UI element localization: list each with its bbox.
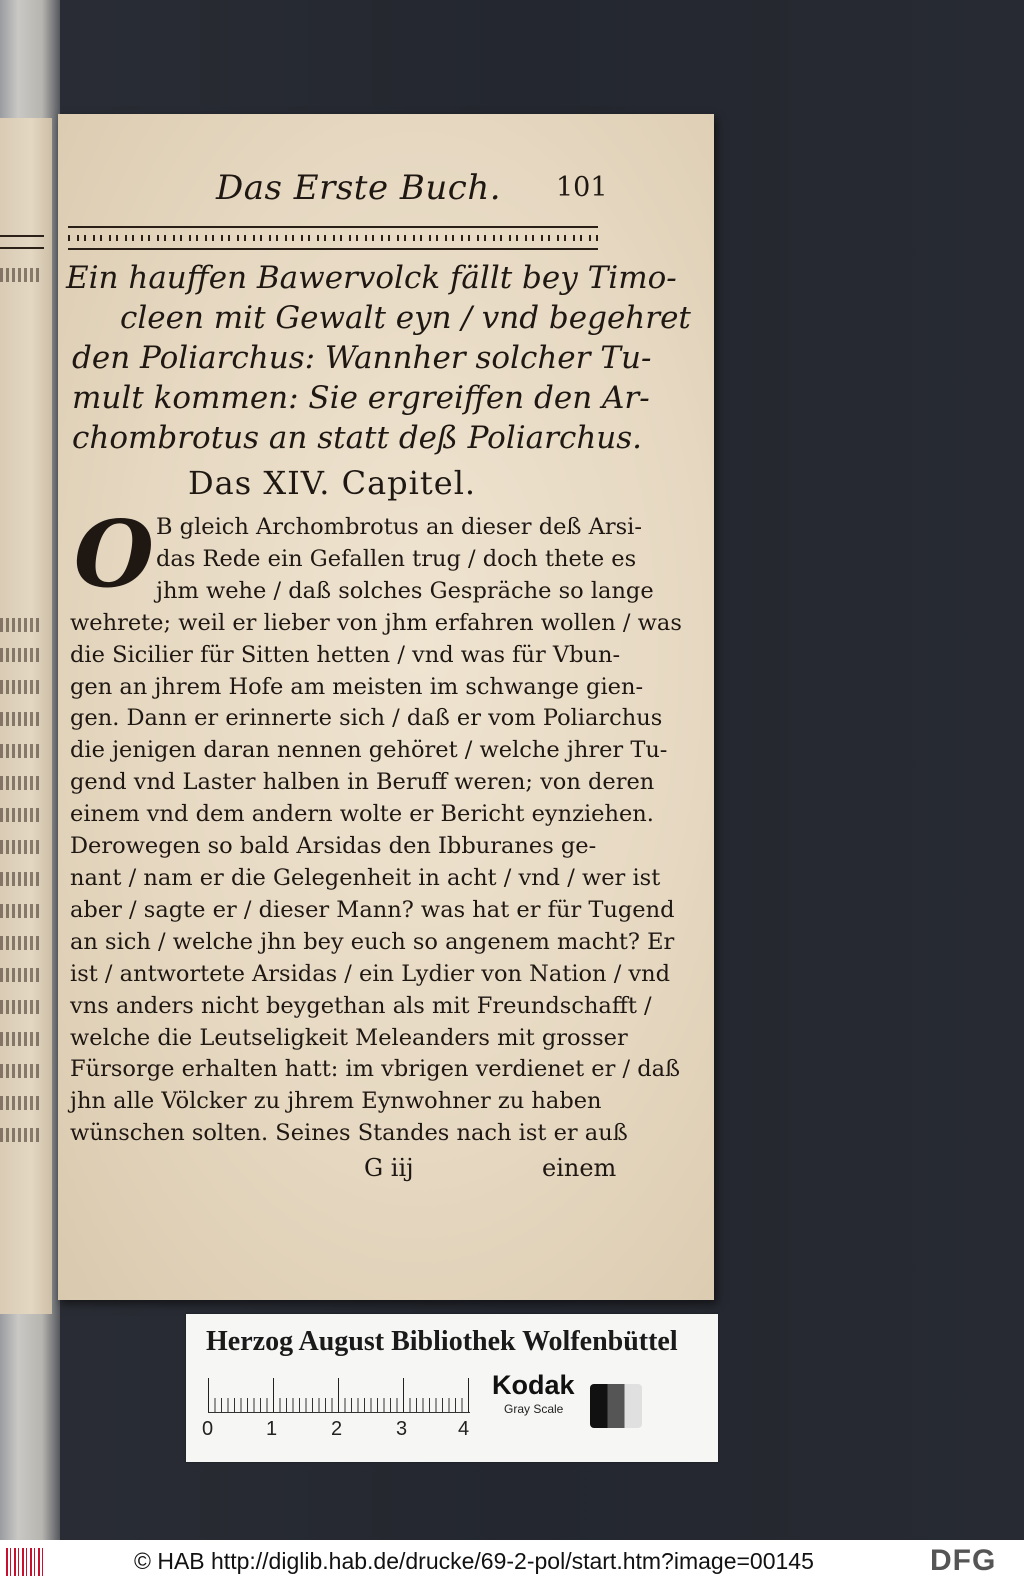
ornament-rule	[68, 226, 598, 250]
ruler-major-tick	[208, 1378, 209, 1412]
decorated-initial: O	[73, 500, 155, 608]
ruler-number: 2	[331, 1418, 343, 1440]
running-head: Das Erste Buch.	[216, 168, 502, 208]
previous-page-text-fragment	[0, 904, 40, 918]
text-line: einem vnd dem andern wolte er Bericht eynziehen.	[70, 801, 654, 828]
previous-page-text-fragment	[0, 872, 40, 886]
text-line: wehrete; weil er lieber von jhm erfahren wollen / was	[70, 609, 682, 636]
previous-page-text-fragment	[0, 744, 40, 758]
copyright-url[interactable]: © HAB http://diglib.hab.de/drucke/69-2-pol/start.htm?image=00145	[134, 1548, 814, 1574]
ruler-number: 0	[202, 1418, 214, 1440]
text-line: gend vnd Laster halben in Beruff weren; von deren	[70, 769, 655, 796]
previous-page-text-fragment	[0, 712, 40, 726]
previous-page-text-fragment	[0, 936, 40, 950]
previous-page-rule	[0, 235, 44, 249]
previous-page-text-fragment	[0, 968, 40, 982]
summary-line: cleen mit Gewalt eyn / vnd begehret	[120, 300, 691, 336]
text-line: Fürsorge erhalten hatt: im vbrigen verdienet er / daß	[70, 1056, 681, 1083]
text-line: die jenigen daran nennen gehöret / welche jhrer Tu-	[70, 737, 668, 764]
summary-line: mult kommen: Sie ergreiffen den Ar-	[72, 380, 650, 416]
text-line: Derowegen so bald Arsidas den Ibburanes ge-	[70, 833, 597, 860]
previous-page-text-fragment	[0, 618, 40, 632]
body-text	[70, 500, 682, 1150]
previous-page-text-fragment	[0, 840, 40, 854]
previous-page-edge	[0, 118, 52, 1314]
chapter-summary	[66, 258, 691, 458]
previous-page-text-fragment	[0, 1000, 40, 1014]
signature-mark: G iij	[364, 1154, 414, 1182]
ruler-major-tick	[468, 1378, 469, 1412]
ruler-number: 4	[458, 1418, 470, 1440]
gray-scale-swatch	[590, 1384, 642, 1428]
color-reference-card	[186, 1314, 718, 1462]
ruler-major-tick	[273, 1378, 274, 1412]
book-page	[58, 114, 714, 1300]
chapter-title: Das XIV. Capitel.	[188, 464, 477, 502]
page-number: 101	[556, 172, 608, 203]
text-line: gen an jhrem Hofe am meisten im schwange gien-	[70, 673, 644, 700]
text-line: an sich / welche jhn bey euch so angenem macht? Er	[70, 928, 675, 955]
previous-page-text-fragment	[0, 648, 40, 662]
text-line: jhn alle Völcker zu jhrem Eynwohner zu haben	[70, 1088, 602, 1115]
ruler-major-tick	[338, 1378, 339, 1412]
previous-page-text-fragment	[0, 1096, 40, 1110]
library-name: Herzog August Bibliothek Wolfenbüttel	[206, 1326, 678, 1357]
previous-page-text-fragment	[0, 680, 40, 694]
text-line: ist / antwortete Arsidas / ein Lydier von Nation / vnd	[70, 960, 671, 987]
previous-page-text-fragment	[0, 268, 40, 282]
previous-page-text-fragment	[0, 1128, 40, 1142]
text-line: welche die Leutseligkeit Meleanders mit grosser	[70, 1024, 628, 1051]
text-line: wünschen solten. Seines Standes nach ist er auß	[70, 1120, 628, 1147]
summary-line: Ein hauffen Bawervolck fällt bey Timo-	[66, 260, 677, 296]
text-line: aber / sagte er / dieser Mann? was hat er für Tugend	[70, 896, 675, 923]
gray-scale-label: Gray Scale	[504, 1402, 564, 1416]
ruler-number: 1	[266, 1418, 278, 1440]
text-line: die Sicilier für Sitten hetten / vnd was für Vbun-	[70, 641, 621, 668]
barcode-icon	[6, 1548, 46, 1576]
summary-line: den Poliarchus: Wannher solcher Tu-	[72, 340, 652, 376]
text-line: B gleich Archombrotus an dieser deß Arsi-	[156, 514, 642, 540]
dfg-logo: DFG	[930, 1544, 997, 1577]
footer-bar	[0, 1540, 1024, 1582]
text-line: vns anders nicht beygethan als mit Freundschafft /	[70, 992, 652, 1019]
summary-line: chombrotus an statt deß Poliarchus.	[72, 420, 643, 456]
text-line: jhm wehe / daß solches Gespräche so lange	[156, 577, 654, 604]
text-line: gen. Dann er erinnerte sich / daß er vom Poliarchus	[70, 705, 663, 732]
text-line: nant / nam er die Gelegenheit in acht / vnd / wer ist	[70, 864, 661, 891]
measurement-ruler	[208, 1378, 470, 1413]
previous-page-text-fragment	[0, 776, 40, 790]
previous-page-text-fragment	[0, 1032, 40, 1046]
catchword: einem	[542, 1154, 617, 1182]
previous-page-text-fragment	[0, 808, 40, 822]
previous-page-text-fragment	[0, 1064, 40, 1078]
ruler-number: 3	[396, 1418, 408, 1440]
text-line: das Rede ein Gefallen trug / doch thete es	[156, 545, 637, 572]
ruler-major-tick	[403, 1378, 404, 1412]
kodak-logo: Kodak	[492, 1370, 575, 1400]
